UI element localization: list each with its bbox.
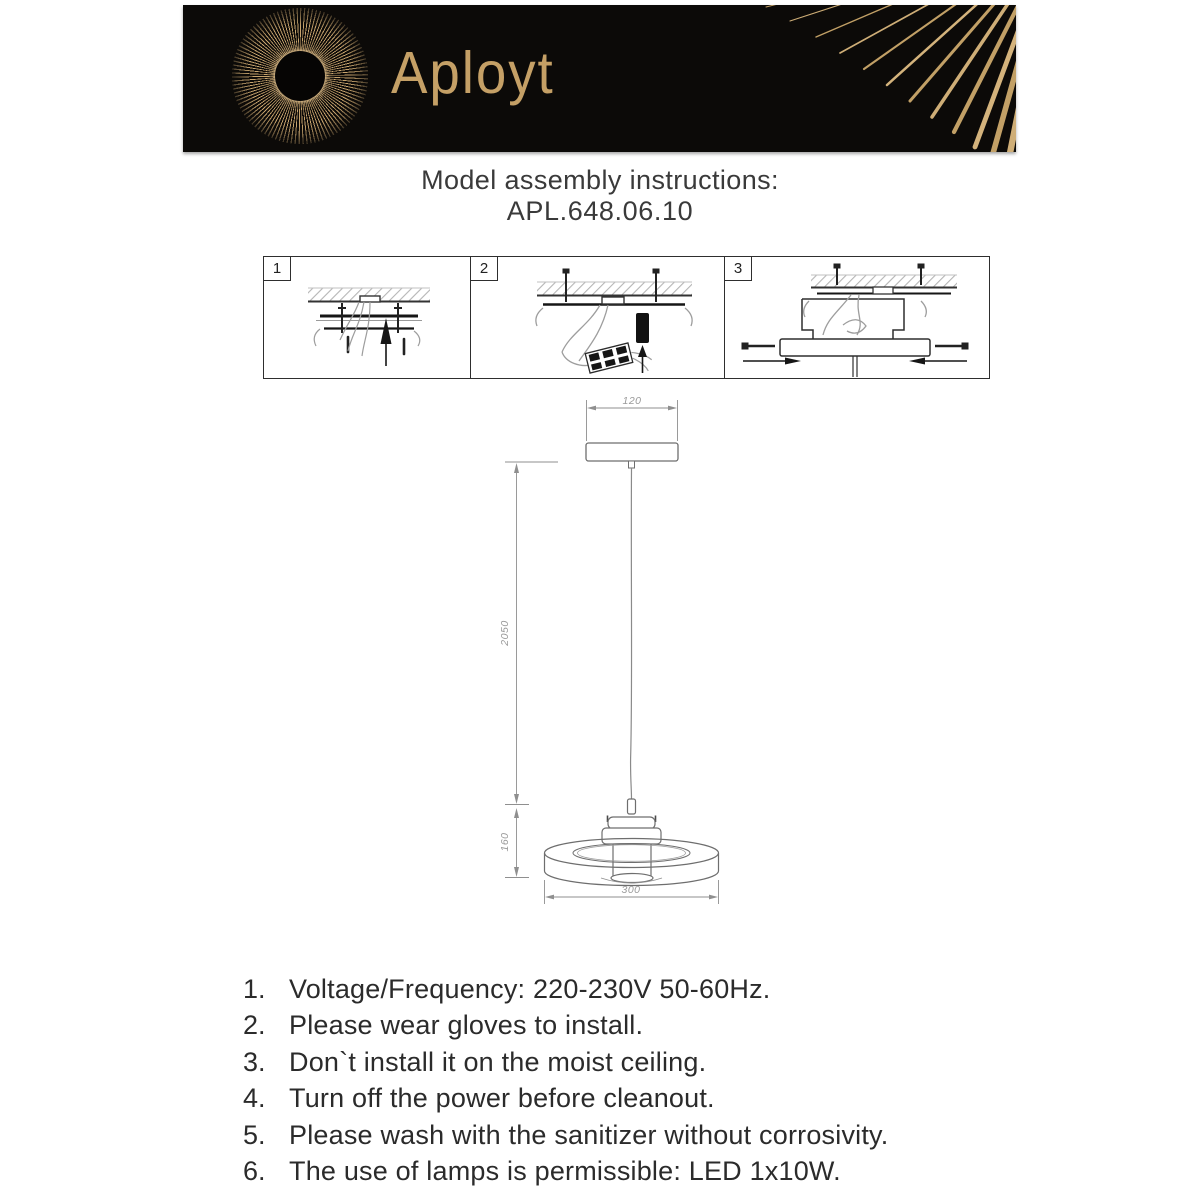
title-block [0, 165, 1200, 227]
list-item-text: Voltage/Frequency: 220-230V 50-60Hz. [289, 974, 771, 1004]
list-item [243, 971, 1023, 1007]
step-number: 1 [263, 256, 291, 281]
list-item-number: 3. [243, 1046, 266, 1077]
ceiling-hatch [537, 282, 692, 296]
mounting-bracket [543, 297, 685, 305]
up-arrow-icon [381, 318, 392, 366]
step-number: 3 [724, 256, 752, 281]
dim-label-canopy-width: 120 [622, 395, 642, 407]
canopy-outline [586, 443, 678, 468]
starburst-core [275, 51, 325, 101]
strain-relief-connector [636, 313, 649, 343]
inward-arrow-icons [743, 358, 967, 365]
decorative-rays-icon [724, 5, 1016, 152]
list-item-text: Please wash with the sanitizer without corrosivity. [289, 1119, 889, 1150]
list-item-text: Turn off the power before cleanout. [289, 1083, 715, 1114]
dim-label-shade-height: 160 [499, 832, 511, 852]
model-number: APL.648.06.10 [506, 196, 694, 226]
assembly-steps-row [263, 256, 990, 379]
dim-drop-height [505, 462, 558, 805]
dimension-drawing [430, 395, 770, 925]
list-item-number: 4. [243, 1083, 266, 1114]
pendant-cable [853, 356, 857, 377]
list-item [243, 1007, 1023, 1043]
list-item-text: Don`t install it on the moist ceiling. [289, 1046, 707, 1077]
dim-label-drop-height: 2050 [499, 620, 511, 646]
list-item [243, 1044, 1023, 1080]
terminal-block [585, 338, 654, 377]
list-item-text: The use of lamps is permissible: LED 1x10W. [289, 1156, 841, 1187]
canopy-cup [780, 299, 930, 356]
ceiling-hatch [811, 275, 957, 288]
list-item-number: 5. [243, 1119, 266, 1150]
list-item-number: 2. [243, 1010, 266, 1041]
assembly-step-panel-1 [264, 257, 471, 378]
up-arrow-icon [638, 345, 647, 373]
list-item [243, 1153, 1023, 1189]
page-title: Model assembly instructions: [421, 165, 779, 195]
side-screws [742, 343, 968, 349]
assembly-step-panel-3 [725, 257, 989, 378]
wires [804, 295, 927, 335]
lamp-holder [602, 799, 661, 883]
suspension-cable [631, 468, 632, 799]
brand-wordmark: Aployt [391, 40, 555, 107]
step3-diagram [725, 257, 985, 377]
assembly-step-panel-2 [471, 257, 725, 378]
list-item-number: 6. [243, 1156, 266, 1187]
step-number: 2 [470, 256, 498, 281]
list-item [243, 1117, 1023, 1153]
list-item [243, 1080, 1023, 1116]
step1-diagram [264, 257, 471, 377]
list-item-number: 1. [243, 974, 266, 1004]
list-item-text: Please wear gloves to install. [289, 1010, 644, 1041]
step2-diagram [471, 257, 723, 377]
starburst-logo-icon [232, 8, 368, 144]
dim-label-shade-diameter: 300 [621, 884, 641, 896]
instructions-list [243, 971, 1023, 1189]
brand-banner [183, 5, 1016, 152]
